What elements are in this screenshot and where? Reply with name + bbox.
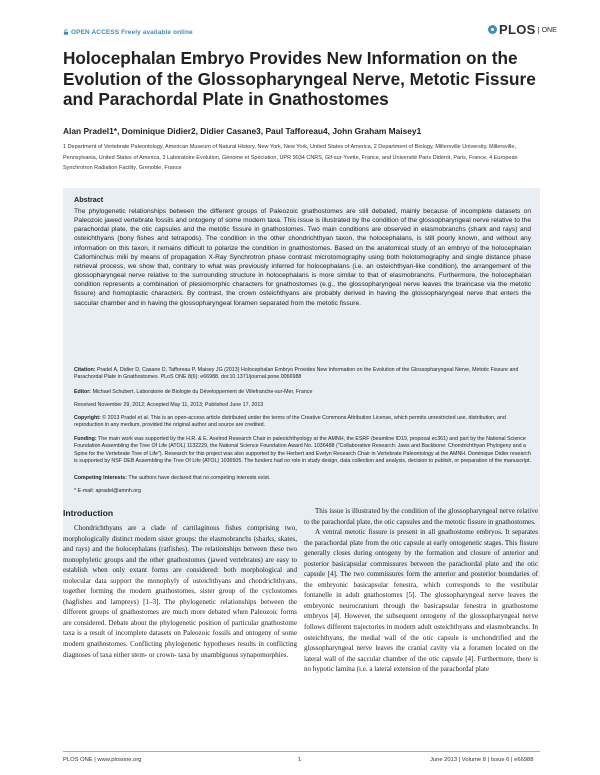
body-paragraph: A ventral metotic fissure is present in all gnathostome embryos. It separates the parachordal plate from the otic capsule at early ontogenetic stages. This fissure generally closes during ontogeny by the formation and closure of anterior and posterior basicapsular commissures between the parachordal plate and the otic capsule [4]. The two commissures form the anterior and posterior boundaries of the embryonic basicapsular fenestra, which corresponds to the vestibular fontanelle in adult gnathostomes [5]. The glossopharyngeal nerve leaves the embryonic neurocranium through the basicapsular fenestra in gnathostome embryos [4]. However, the subsequent ontogeny of the glossopharyngeal nerve follows different trajectories in modern adult osteichthyans and elasmobranchs. In osteichthyans, the medial wall of the otic capsule is unchondrified and the glossopharyngeal nerve leaves the cranial cavity via a foramen located on the lateral wall of the saccular chamber of the otic capsule [4]. Furthermore, there is no hypotic lamina (i.e. a lateral extension of the parachordal plate: [304, 528, 538, 674]
footer-divider: [63, 751, 540, 752]
introduction-heading: Introduction: [63, 508, 114, 518]
citation-text: Pradel A, Didier D, Casane D, Tafforeau P, Maisey JG (2013) Holocephalan Embryo Provides New Information on the Evolution of the Glossopharyngeal Nerve, Metotic Fissure and Parachordal Plate in Gnathostomes. PLoS ONE 8(6): e66988. doi:10.1371/journal.pone.0066988: [74, 367, 519, 381]
journal-logo: [488, 22, 557, 37]
abstract-text: The phylogenetic relationships between the different groups of Paleozoic gnathostomes are still debated, mainly because of incomplete datasets on Paleozoic jawed vertebrate fossils and ontogeny of some modern taxa. This issue is illustrated by the condition of the glossopharyngeal nerve relative to the parachordal plate, the otic capsules and the metotic fissure in gnathostomes. Two main conditions are observed in elasmobranchs (shark and rays) and osteichthyans (bony fishes and tetrapods). The condition in the other chondrichthyan taxon, the holocephalans, is still poorly known, and without any information on this taxon, it remains difficult to polarize the condition in gnathostomes. Based on the anatomical study of an embryo of the holocephalan Callorhinchus milii by means of propagation X-Ray Synchrotron phase contrast microtomography using both holotomography and single distance phase retrieval process, we show that, contrary to what was previously inferred for holocephalans (i.e. an osteichthyan-like condition), the arrangement of the glossopharyngeal nerve relative to the surrounding structure in holocephalans is more similar to that of elasmobranchs. Furthermore, the holocephalan condition represents a combination of plesiomorphic characters for gnathostomes (e.g., the glossopharyngeal nerve leaves the braincase via the metotic fissure) and homoplastic characters. By contrast, the crown osteichthyans are probably derived in having the glossopharyngeal nerve that enters the saccular chamber and in having the glossopharyngeal foramen separated from the metotic fissure.: [74, 208, 531, 307]
funding-text: The main work was supported by the H.R. & E. Axelrod Research Chair in paleoichthyology at the AMNH, the ESRF (beamline ID19, proposal ec361) and part by the National Science Foundation Assembling the Tree Of Life (ATOL) 1132229, the National Science Foundation Award No. 1036488 ("Collaborative Research: Jaws and Backbone: Chondrichthyan Phylogeny and a Spine for the Vertebrate Tree of Life"). Research for this project was also supported by the Herbert and Evelyn Research Chair in Vertebrate Paleontology at the AMNH. Dominique Didier research is supported by NSF DEB Assembling the Tree Of Life (ATOL) 1036505. The funders had no role in study design, data collection and analysis, decision to publish, or preparation of the manuscript.: [74, 436, 531, 465]
competing-text: The authors have declared that no competing interests exist.: [128, 475, 271, 481]
body-paragraph: Chondrichthyans are a clade of cartilaginous fishes comprising two, morphologically distinct modern sister groups: the elasmobranchs (sharks, skates, and rays) and the holocephalans (ratfishes). The relationships between these two monophyletic groups and the other gnathostomes (jawed vertebrates) are easy to establish when only extant forms are considered: both morphological and molecular data support the monophyly of osteichthyans and chondrichthyans, together forming the modern gnathostomes, sister group of the cyclostomes (hagfishes and lampreys) [1–3]. The phylogenetic relationships between the different groups of gnathostomes are much more debated when Paleozoic forms are considered. Debate about the phylogenetic position of particular gnathostome taxa is a result of incomplete datasets on Paleozoic fossils and ontogeny of some modern gnathostomes. Conflicting phylogenetic hypotheses results in conflicting diagnoses of taxa either stem- or crown- taxa by unambiguous synapomorphies.: [63, 524, 297, 659]
abstract-heading: Abstract: [74, 195, 104, 204]
open-lock-icon: [63, 29, 69, 35]
competing-interests: [74, 475, 531, 482]
email: [74, 488, 531, 495]
citation-label: Citation:: [74, 367, 96, 373]
body-column-right: [304, 506, 538, 675]
editor-label: Editor:: [74, 389, 92, 395]
journal-logo-suffix: ONE: [538, 27, 557, 34]
dates: Received November 29, 2012; Accepted May 11, 2013; Published June 17, 2013: [74, 402, 264, 408]
email-link[interactable]: * E-mail: apradel@amnh.org: [74, 488, 141, 494]
copyright-text: © 2013 Pradel et al. This is an open-access article distributed under the terms of the Creative Commons Attribution License, which permits unrestricted use, distribution, and reproduction in any medium, provided the original author and source are credited.: [74, 415, 506, 429]
editor: [74, 389, 531, 396]
competing-label: Competing Interests:: [74, 475, 127, 481]
author-list: Alan Pradel1*, Dominique Didier2, Didier Casane3, Paul Tafforeau4, John Graham Maisey1: [63, 126, 422, 136]
plos-logo-icon: [488, 25, 497, 34]
funding: [74, 436, 531, 466]
footer-issue: June 2013 | Volume 8 | Issue 6 | e66988: [430, 757, 534, 763]
journal-logo-text: PLOS: [499, 22, 536, 37]
affiliations: 1 Department of Vertebrate Paleontology, American Museum of Natural History, New York, New York, United States of America, 2 Department of Biology, Millersville University, Millersville, Pennsylvania, United States of America, 3 Laboratoire Evolution, Génome et Spéciation, UPR 9034 CNRS, Gif-sur-Yvette, France, and Université Paris Diderot, Paris, France, 4 European Synchrotron Radiation Facility, Grenoble, France: [63, 144, 518, 171]
funding-label: Funding:: [74, 436, 97, 442]
footer-page-number: 1: [298, 757, 302, 763]
open-access-text: OPEN ACCESS Freely available online: [71, 29, 193, 36]
body-column-left: [63, 523, 297, 660]
footer-journal: PLOS ONE | www.plosone.org: [63, 757, 142, 763]
open-access-banner: [63, 29, 193, 36]
editor-text: Michael Schubert, Laboratoire de Biologie du Développement de Villefranche-sur-Mer, France: [92, 389, 313, 395]
copyright-label: Copyright:: [74, 415, 101, 421]
body-paragraph: This issue is illustrated by the condition of the glossopharyngeal nerve relative to the parachordal plate, the otic capsules and the metotic fissure in gnathostomes.: [304, 507, 538, 526]
article-title: Holocephalan Embryo Provides New Information on the Evolution of the Glossopharyngeal Nerve, Metotic Fissure and Parachordal Plate in Gnathostomes: [63, 48, 536, 109]
citation: [74, 367, 531, 382]
copyright: [74, 415, 531, 430]
